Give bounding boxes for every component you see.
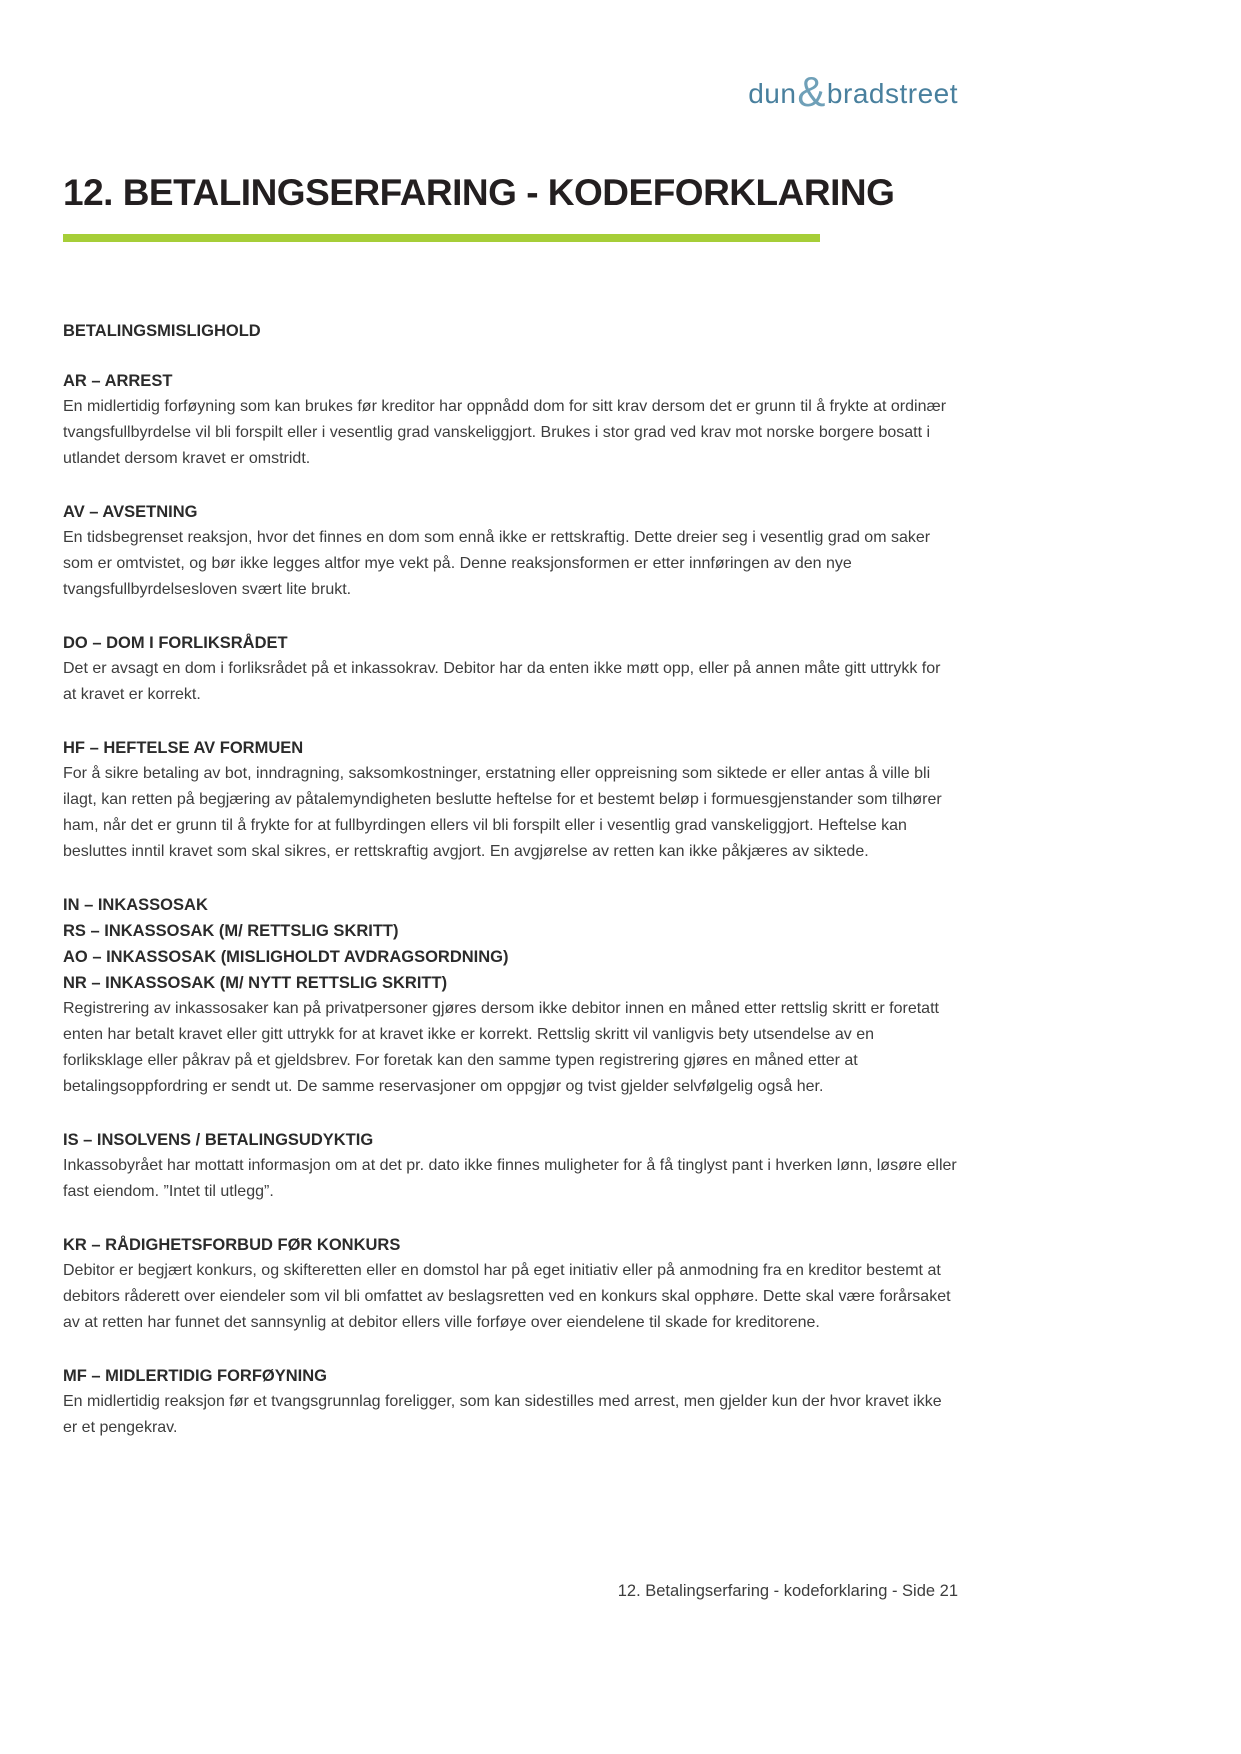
document-content: [63, 0, 958, 1441]
code-entry-mf: [63, 1363, 958, 1441]
code-description: En tidsbegrenset reaksjon, hvor det finnes en dom som ennå ikke er rettskraftig. Dette dreier seg i vesentlig grad om saker som er omtvistet, og bør ikke legges altfor mye vekt på. Denne reaksjonsformen er etter innføringen av den nye tvangsfullbyrdelsesloven svært lite brukt.: [63, 529, 931, 598]
code-heading: HF – HEFTELSE AV FORMUEN: [63, 739, 304, 757]
code-heading: MF – MIDLERTIDIG FORFØYNING: [63, 1367, 327, 1385]
code-entry-kr: [63, 1232, 958, 1336]
logo-word-dun: dun: [748, 78, 797, 109]
section-heading-betalingsmislighold: BETALINGSMISLIGHOLD: [63, 322, 261, 340]
code-entry-av: [63, 499, 958, 603]
code-description: For å sikre betaling av bot, inndragning, saksomkostninger, erstatning eller oppreisning som siktede er eller antas å ville bli ilagt, kan retten på begjæring av påtalemyndigheten beslutte heftelse for et bestemt beløp i formuesgjenstander som tilhører ham, når det er grunn til å frykte for at fullbyrdingen ellers vil bli forspilt eller i vesentlig grad vanskeliggjort. Heftelse kan besluttes inntil kravet som skal sikres, er rettskraftig avgjort. En avgjørelse av retten kan ikke påkjæres av siktede.: [63, 765, 942, 860]
code-description: Inkassobyrået har mottatt informasjon om at det pr. dato ikke finnes muligheter for å få tinglyst pant i hverken lønn, løsøre eller fast eiendom. ”Intet til utlegg”.: [63, 1157, 957, 1200]
code-heading: AV – AVSETNING: [63, 503, 198, 521]
code-heading: IS – INSOLVENS / BETALINGSUDYKTIG: [63, 1131, 374, 1149]
code-entry-is: [63, 1127, 958, 1205]
code-description: Registrering av inkassosaker kan på privatpersoner gjøres dersom ikke debitor innen en måned etter rettslig skritt er foretatt enten har betalt kravet eller gitt uttrykk for at kravet ikke er korrekt. Rettslig skritt vil vanligvis bety utsendelse av en forliksklage eller påkrav på et gjeldsbrev. For foretak kan den samme typen registrering gjøres en måned etter at betalingsoppfordring er sendt ut. De samme reservasjoner om oppgjør og tvist gjelder selvfølgelig også her.: [63, 1000, 939, 1095]
code-description: Det er avsagt en dom i forliksrådet på et inkassokrav. Debitor har da enten ikke møtt opp, eller på annen måte gitt uttrykk for at kravet er korrekt.: [63, 660, 941, 703]
code-heading-in: IN – INKASSOSAK: [63, 896, 208, 914]
dun-bradstreet-logo: [748, 68, 958, 115]
logo-word-bradstreet: bradstreet: [826, 78, 958, 109]
code-heading-nr: NR – INKASSOSAK (M/ NYTT RETTSLIG SKRITT): [63, 974, 448, 992]
logo-ampersand-icon: &: [797, 68, 826, 115]
code-heading-ao: AO – INKASSOSAK (MISLIGHOLDT AVDRAGSORDNING): [63, 948, 509, 966]
code-description: En midlertidig forføyning som kan brukes før kreditor har oppnådd dom for sitt krav dersom det er grunn til å frykte at ordinær tvangsfullbyrdelse vil bli forspilt eller i vesentlig grad vanskeliggjort. Brukes i stor grad ved krav mot norske borgere bosatt i utlandet dersom kravet er omstridt.: [63, 398, 947, 467]
code-heading: KR – RÅDIGHETSFORBUD FØR KONKURS: [63, 1236, 401, 1254]
code-entry-inkasso-group: [63, 892, 958, 1100]
header: [63, 68, 958, 115]
code-entry-do: [63, 630, 958, 708]
page-footer: 12. Betalingserfaring - kodeforklaring - Side 21: [617, 1582, 958, 1600]
page-title: 12. BETALINGSERFARING - KODEFORKLARING: [63, 172, 895, 213]
code-heading: DO – DOM I FORLIKSRÅDET: [63, 634, 288, 652]
code-heading-rs: RS – INKASSOSAK (M/ RETTSLIG SKRITT): [63, 922, 399, 940]
code-description: Debitor er begjært konkurs, og skifteretten eller en domstol har på eget initiativ eller på anmodning fra en kreditor bestemt at debitors råderett over eiendeler som vil bli omfattet av beslagsretten ved en konkurs skal opphøre. Dette skal være forårsaket av at retten har funnet det sannsynlig at debitor ellers ville forføye over eiendelene til skade for kreditorene.: [63, 1262, 951, 1331]
code-entry-hf: [63, 735, 958, 865]
code-description: En midlertidig reaksjon før et tvangsgrunnlag foreligger, som kan sidestilles med arrest, men gjelder kun der hvor kravet ikke er et pengekrav.: [63, 1393, 942, 1436]
title-accent-rule: [63, 234, 820, 242]
code-entry-ar: [63, 368, 958, 472]
code-heading: AR – ARREST: [63, 372, 173, 390]
